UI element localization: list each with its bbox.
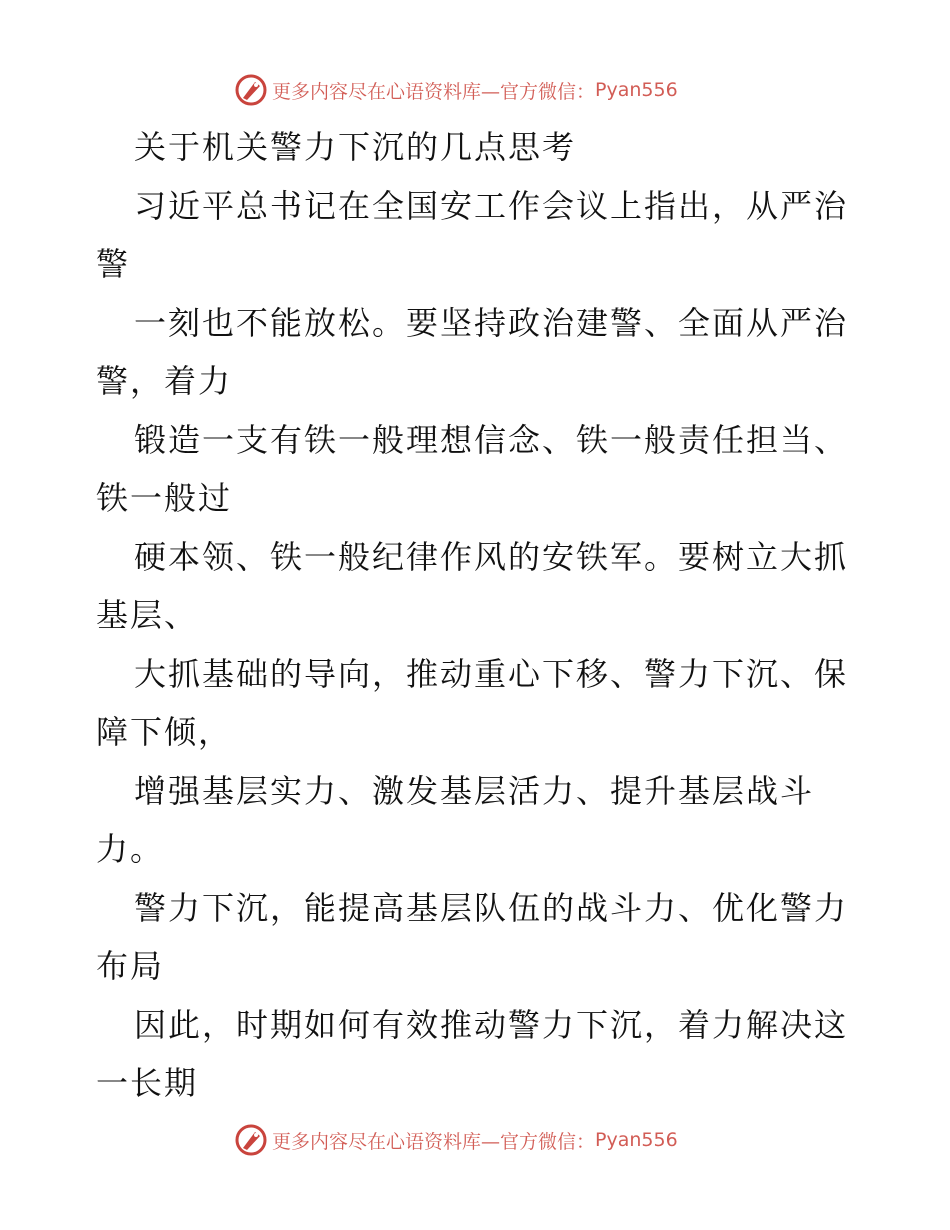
banner-wechat-id: Pyan556 <box>595 79 678 101</box>
text-line: 硬本领、铁一般纪律作风的安铁军。要树立大抓 <box>134 537 849 576</box>
document-title: 关于机关警力下沉的几点思考 <box>134 128 577 166</box>
text-line: 障下倾， <box>96 713 233 751</box>
header-banner <box>234 72 678 108</box>
text-line: 警，着力 <box>96 362 233 400</box>
footer-banner <box>234 1122 678 1158</box>
text-line: 基层、 <box>96 596 199 634</box>
document-body <box>96 118 876 1113</box>
banner-text: 更多内容尽在心语资料库—官方微信： <box>272 1130 596 1153</box>
banner-wechat-id: Pyan556 <box>595 1129 678 1151</box>
text-line: 锻造一支有铁一般理想信念、铁一般责任担当、 <box>134 420 849 459</box>
text-line: 习近平总书记在全国安工作会议上指出，从严治 <box>134 186 849 225</box>
pen-nib-logo-icon <box>234 1123 268 1157</box>
text-line: 一长期 <box>96 1064 199 1102</box>
text-line: 增强基层实力、激发基层活力、提升基层战斗 <box>134 771 815 810</box>
text-line: 铁一般过 <box>96 479 233 517</box>
banner-text: 更多内容尽在心语资料库—官方微信： <box>272 80 596 103</box>
text-line: 一刻也不能放松。要坚持政治建警、全面从严治 <box>134 303 849 342</box>
text-line: 警 <box>96 245 131 283</box>
text-line: 力。 <box>96 830 165 868</box>
text-line: 因此，时期如何有效推动警力下沉，着力解决这 <box>134 1005 849 1044</box>
text-line: 大抓基础的导向，推动重心下移、警力下沉、保 <box>134 654 849 693</box>
text-line: 布局 <box>96 947 165 985</box>
text-line: 警力下沉，能提高基层队伍的战斗力、优化警力 <box>134 888 849 927</box>
pen-nib-logo-icon <box>234 73 268 107</box>
